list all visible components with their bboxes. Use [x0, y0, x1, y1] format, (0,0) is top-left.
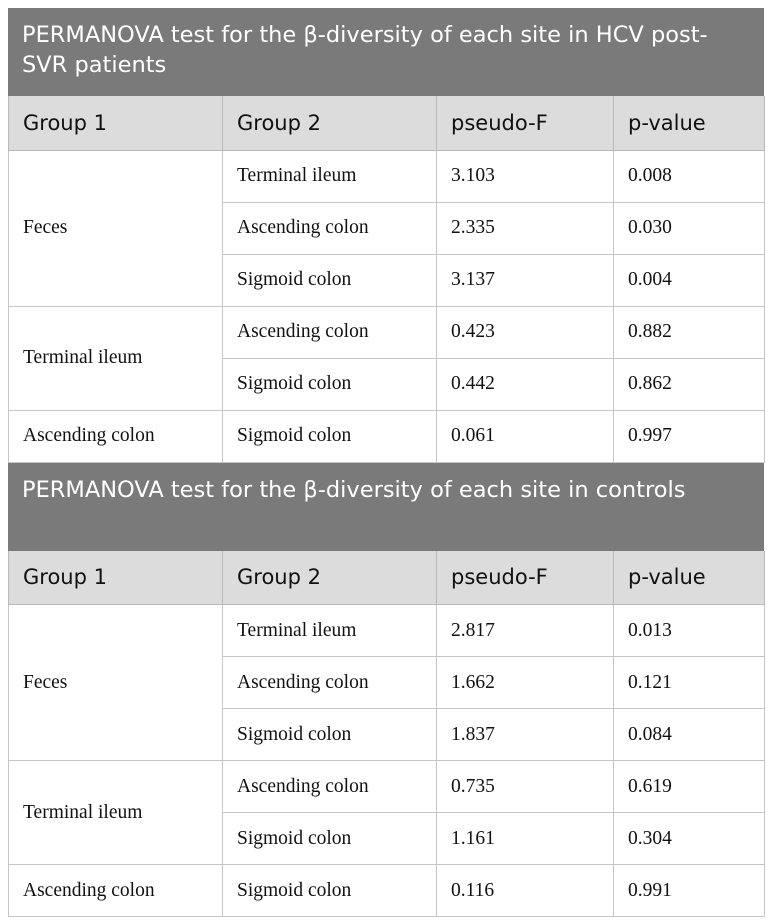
table-2-title: PERMANOVA test for the β-diversity of each site in controls	[8, 463, 764, 551]
pseudo-f-cell: 0.423	[437, 306, 614, 358]
table-row	[9, 150, 765, 202]
group-2-cell: Sigmoid colon	[223, 865, 437, 917]
group-1-cell: Ascending colon	[9, 410, 223, 462]
table-row	[9, 306, 765, 358]
group-1-cell: Terminal ileum	[9, 761, 223, 865]
p-value-cell: 0.121	[614, 657, 765, 709]
header-group-2: Group 2	[223, 551, 437, 605]
group-2-cell: Ascending colon	[223, 657, 437, 709]
table-1-title: PERMANOVA test for the β-diversity of each site in HCV post-SVR patients	[8, 8, 764, 96]
table-2	[8, 551, 765, 918]
group-1-cell: Feces	[9, 150, 223, 306]
pseudo-f-cell: 3.137	[437, 254, 614, 306]
table-2-header-row	[9, 551, 765, 605]
pseudo-f-cell: 2.817	[437, 605, 614, 657]
table-1	[8, 96, 765, 463]
pseudo-f-cell: 2.335	[437, 202, 614, 254]
group-2-cell: Ascending colon	[223, 202, 437, 254]
table-row	[9, 605, 765, 657]
p-value-cell: 0.304	[614, 813, 765, 865]
p-value-cell: 0.030	[614, 202, 765, 254]
group-1-cell: Terminal ileum	[9, 306, 223, 410]
group-1-cell: Ascending colon	[9, 865, 223, 917]
group-2-cell: Sigmoid colon	[223, 813, 437, 865]
pseudo-f-cell: 0.735	[437, 761, 614, 813]
group-2-cell: Sigmoid colon	[223, 410, 437, 462]
pseudo-f-cell: 1.837	[437, 709, 614, 761]
header-group-2: Group 2	[223, 96, 437, 150]
p-value-cell: 0.619	[614, 761, 765, 813]
pseudo-f-cell: 3.103	[437, 150, 614, 202]
table-row	[9, 761, 765, 813]
group-2-cell: Sigmoid colon	[223, 709, 437, 761]
header-group-1: Group 1	[9, 551, 223, 605]
p-value-cell: 0.004	[614, 254, 765, 306]
group-2-cell: Terminal ileum	[223, 150, 437, 202]
group-1-cell: Feces	[9, 605, 223, 761]
group-2-cell: Ascending colon	[223, 306, 437, 358]
group-2-cell: Sigmoid colon	[223, 358, 437, 410]
pseudo-f-cell: 0.061	[437, 410, 614, 462]
group-2-cell: Terminal ileum	[223, 605, 437, 657]
pseudo-f-cell: 0.116	[437, 865, 614, 917]
p-value-cell: 0.084	[614, 709, 765, 761]
table-row	[9, 410, 765, 462]
p-value-cell: 0.997	[614, 410, 765, 462]
pseudo-f-cell: 1.161	[437, 813, 614, 865]
table-row	[9, 865, 765, 917]
group-2-cell: Ascending colon	[223, 761, 437, 813]
p-value-cell: 0.008	[614, 150, 765, 202]
p-value-cell: 0.991	[614, 865, 765, 917]
header-p-value: p-value	[614, 96, 765, 150]
p-value-cell: 0.013	[614, 605, 765, 657]
header-group-1: Group 1	[9, 96, 223, 150]
pseudo-f-cell: 0.442	[437, 358, 614, 410]
table-1-header-row	[9, 96, 765, 150]
permanova-tables	[8, 8, 764, 917]
p-value-cell: 0.862	[614, 358, 765, 410]
group-2-cell: Sigmoid colon	[223, 254, 437, 306]
p-value-cell: 0.882	[614, 306, 765, 358]
pseudo-f-cell: 1.662	[437, 657, 614, 709]
header-p-value: p-value	[614, 551, 765, 605]
header-pseudo-f: pseudo-F	[437, 96, 614, 150]
header-pseudo-f: pseudo-F	[437, 551, 614, 605]
